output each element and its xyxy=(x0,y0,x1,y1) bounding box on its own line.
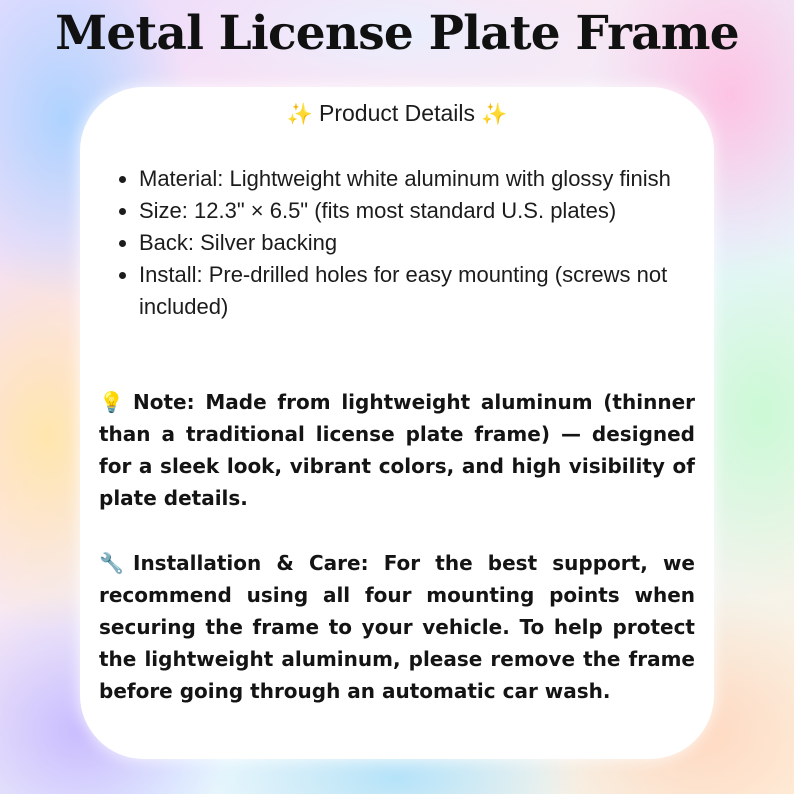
note-text: Note: Made from lightweight aluminum (thinner than a traditional license plate frame) — designed for a sleek look, vibrant colors, and high visibility of plate details. xyxy=(99,390,695,510)
sparkles-icon: ✨ xyxy=(286,103,313,126)
spec-item-install: • Install: Pre-drilled holes for easy mounting (screws not included) xyxy=(139,259,739,323)
installation-text: Installation & Care: For the best support, we recommend using all four mounting points when securing the frame to your vehicle. To help protect the lightweight aluminum, please remove the frame before going through an automatic car wash. xyxy=(99,551,695,703)
installation-paragraph xyxy=(99,547,695,707)
sparkles-icon: ✨ xyxy=(481,103,508,126)
spec-item-back: • Back: Silver backing xyxy=(139,227,739,259)
lightbulb-icon: 💡 xyxy=(99,390,124,414)
wrench-icon: 🔧 xyxy=(99,551,124,575)
product-spec-list xyxy=(98,163,739,323)
note-paragraph xyxy=(99,386,695,514)
spec-item-size: • Size: 12.3" × 6.5" (fits most standard U.S. plates) xyxy=(139,195,739,227)
product-details-heading xyxy=(0,97,794,131)
spec-item-material: • Material: Lightweight white aluminum with glossy finish xyxy=(139,163,739,195)
page-title: Metal License Plate Frame xyxy=(55,6,739,61)
product-details-heading-text: Product Details xyxy=(319,100,475,126)
